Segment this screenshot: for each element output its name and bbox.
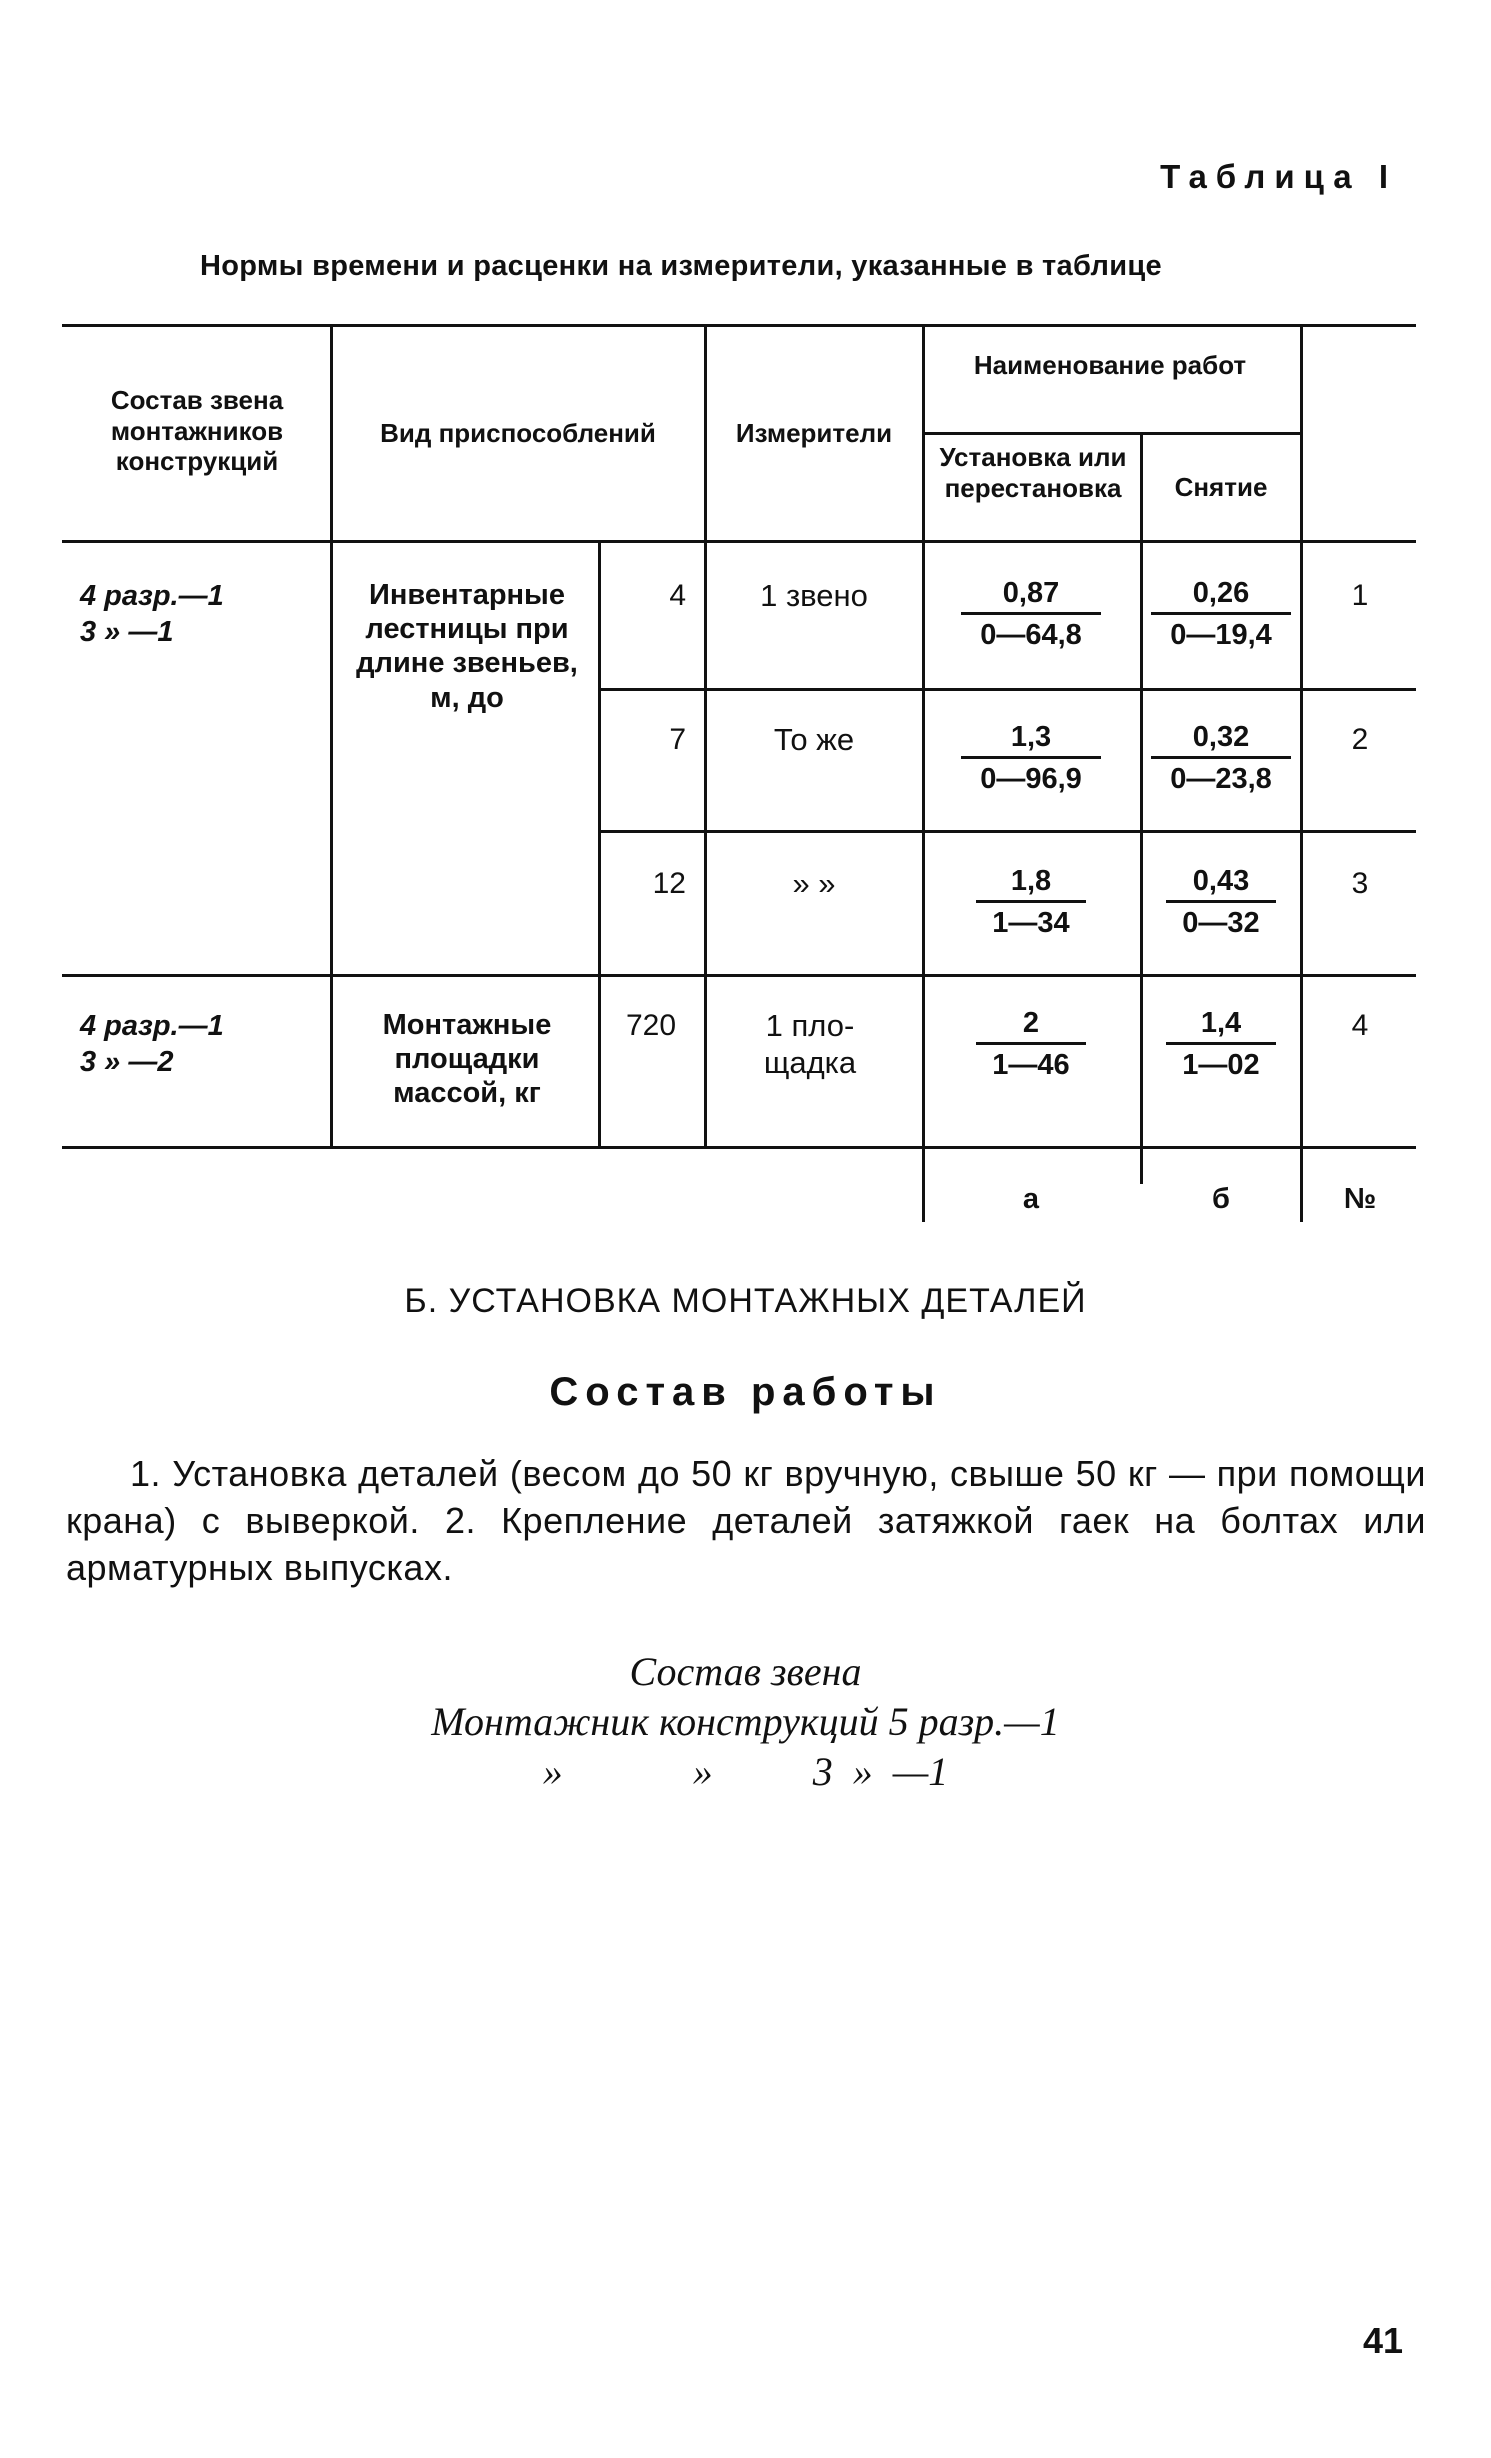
row-number: 2	[1351, 723, 1369, 756]
price-value: 0—32	[1182, 907, 1260, 939]
price-value: 1—46	[992, 1049, 1070, 1081]
remove-fraction	[1144, 1004, 1298, 1085]
col-rule-size	[704, 324, 707, 1146]
unit-cell: То же	[773, 722, 855, 757]
norm-value: 2	[1022, 1007, 1040, 1039]
fixture-cell-2: Монтажные площадки массой, кг	[382, 1009, 552, 1110]
size-cell: 720	[625, 1009, 677, 1042]
remove-fraction	[1144, 862, 1298, 943]
header-unit: Измерители	[735, 418, 893, 448]
col-rule-unit	[922, 324, 925, 1222]
norm-value: 0,43	[1192, 865, 1250, 897]
col-rule-crew	[330, 324, 333, 1146]
crew-line-2: » » 3 » —1	[542, 1749, 949, 1794]
header-fixture: Вид приспособлений	[380, 418, 656, 448]
norm-value: 0,32	[1192, 721, 1250, 753]
install-fraction	[926, 574, 1136, 655]
header-bottom-rule	[62, 540, 1416, 543]
crew-cell-1	[80, 578, 300, 651]
install-fraction	[926, 862, 1136, 943]
table-bottom-rule	[62, 1146, 1416, 1149]
crew-cell-2	[80, 1008, 300, 1081]
price-value: 0—64,8	[980, 619, 1082, 651]
crew-line: 4 разр.—1	[80, 580, 224, 612]
size-cell: 7	[669, 723, 686, 756]
crew-line: 4 разр.—1	[80, 1010, 224, 1042]
header-install: Установка или перестановка	[939, 442, 1127, 503]
column-letter-b: б	[1212, 1183, 1230, 1215]
unit-cell: 1 звено	[760, 578, 868, 613]
header-work-name: Наименование работ	[973, 350, 1247, 380]
col-rule-ab	[1140, 432, 1143, 1184]
size-cell: 12	[652, 867, 686, 900]
crew-heading: Состав звена	[629, 1649, 862, 1694]
col-rule-fixture	[598, 540, 601, 1146]
work-description: 1. Установка деталей (весом до 50 кг вручную, свыше 50 кг — при помощи крана) с выверкой. 2. Крепление деталей затяжкой гаек на болтах или арматурных выпусках.	[66, 1453, 1426, 1588]
install-fraction	[926, 718, 1136, 799]
group-rule	[62, 974, 1416, 977]
unit-cell: 1 пло-щадка	[763, 1008, 857, 1080]
price-value: 1—34	[992, 907, 1070, 939]
size-cell: 4	[669, 579, 686, 612]
price-value: 0—23,8	[1170, 763, 1272, 795]
crew-line-1: Монтажник конструкций 5 разр.—1	[431, 1699, 1060, 1744]
table-label: Таблица I	[1160, 158, 1397, 195]
column-number-sign: №	[1343, 1183, 1377, 1215]
work-heading: Состав работы	[549, 1370, 942, 1414]
page-number: 41	[1362, 2320, 1403, 2361]
price-value: 0—19,4	[1170, 619, 1272, 651]
fixture-cell-1: Инвентарные лестницы при длине звеньев, м, до	[356, 579, 578, 714]
crew-line: 3 » —1	[80, 616, 174, 649]
norm-value: 0,26	[1192, 577, 1250, 609]
column-letter-a: а	[1022, 1183, 1040, 1215]
norm-value: 1,3	[1010, 721, 1052, 753]
header-remove: Снятие	[1174, 472, 1268, 502]
price-value: 1—02	[1182, 1049, 1260, 1081]
norm-value: 0,87	[1002, 577, 1060, 609]
row-rule-1	[598, 688, 1416, 691]
row-rule-2	[598, 830, 1416, 833]
section-title: Б. УСТАНОВКА МОНТАЖНЫХ ДЕТАЛЕЙ	[404, 1282, 1087, 1320]
remove-fraction	[1144, 718, 1298, 799]
row-number: 3	[1351, 867, 1369, 900]
row-number: 1	[1351, 579, 1369, 612]
row-number: 4	[1351, 1009, 1369, 1042]
unit-cell: » »	[792, 866, 836, 901]
header-crew: Состав звена монтажников конструкций	[110, 385, 284, 477]
norm-value: 1,4	[1200, 1007, 1242, 1039]
norm-value: 1,8	[1010, 865, 1052, 897]
install-fraction	[926, 1004, 1136, 1085]
price-value: 0—96,9	[980, 763, 1082, 795]
remove-fraction	[1144, 574, 1298, 655]
crew-line: 3 » —2	[80, 1046, 174, 1079]
header-split-rule	[922, 432, 1300, 435]
col-rule-b	[1300, 324, 1303, 1222]
table-caption: Нормы времени и расценки на измерители, указанные в таблице	[200, 250, 1162, 282]
table-top-rule	[62, 324, 1416, 327]
